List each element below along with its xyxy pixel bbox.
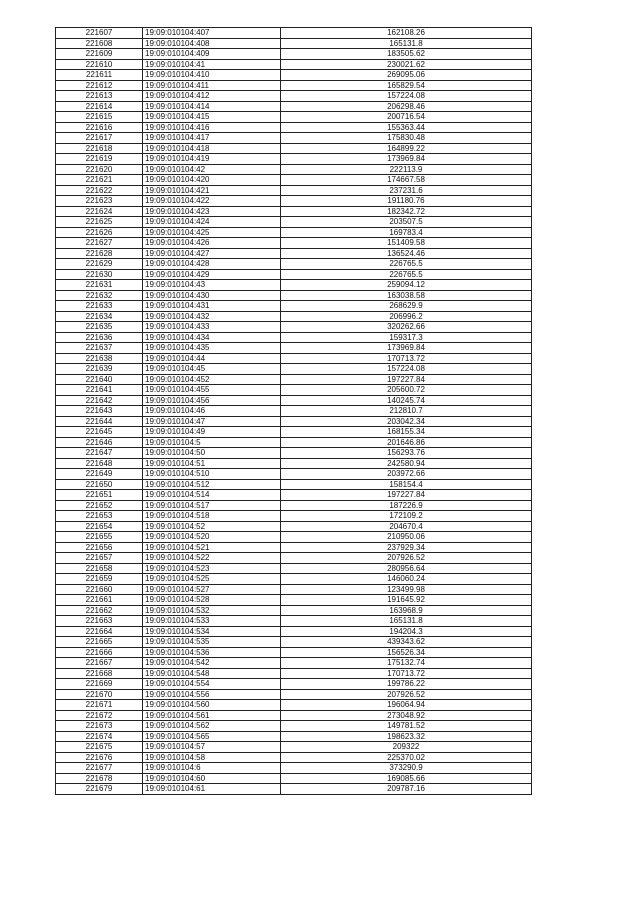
table-row <box>56 784 532 795</box>
table-row <box>56 80 532 91</box>
table-row <box>56 38 532 49</box>
row-number-cell: 221612 <box>56 80 143 91</box>
value-cell: 268629.9 <box>281 301 532 312</box>
cadastral-number-cell: 19:09:010104:427 <box>143 248 281 259</box>
table-body <box>56 28 532 795</box>
row-number-cell: 221677 <box>56 763 143 774</box>
row-number-cell: 221620 <box>56 164 143 175</box>
row-number-cell: 221654 <box>56 521 143 532</box>
table-row <box>56 721 532 732</box>
value-cell: 187226.9 <box>281 500 532 511</box>
table-row <box>56 332 532 343</box>
table-row <box>56 700 532 711</box>
table-row <box>56 416 532 427</box>
cadastral-number-cell: 19:09:010104:421 <box>143 185 281 196</box>
value-cell: 203507.5 <box>281 217 532 228</box>
row-number-cell: 221629 <box>56 259 143 270</box>
value-cell: 165131.8 <box>281 38 532 49</box>
row-number-cell: 221647 <box>56 448 143 459</box>
value-cell: 206996.2 <box>281 311 532 322</box>
row-number-cell: 221609 <box>56 49 143 60</box>
row-number-cell: 221618 <box>56 143 143 154</box>
row-number-cell: 221619 <box>56 154 143 165</box>
table-row <box>56 70 532 81</box>
value-cell: 169783.4 <box>281 227 532 238</box>
value-cell: 280956.64 <box>281 563 532 574</box>
row-number-cell: 221676 <box>56 752 143 763</box>
value-cell: 210950.06 <box>281 532 532 543</box>
row-number-cell: 221643 <box>56 406 143 417</box>
row-number-cell: 221652 <box>56 500 143 511</box>
table-row <box>56 374 532 385</box>
cadastral-number-cell: 19:09:010104:408 <box>143 38 281 49</box>
cadastral-number-cell: 19:09:010104:414 <box>143 101 281 112</box>
row-number-cell: 221668 <box>56 668 143 679</box>
table-row <box>56 280 532 291</box>
table-row <box>56 553 532 564</box>
table-row <box>56 689 532 700</box>
row-number-cell: 221633 <box>56 301 143 312</box>
value-cell: 157224.08 <box>281 91 532 102</box>
value-cell: 164899.22 <box>281 143 532 154</box>
value-cell: 197227.84 <box>281 490 532 501</box>
cadastral-number-cell: 19:09:010104:6 <box>143 763 281 774</box>
cadastral-number-cell: 19:09:010104:528 <box>143 595 281 606</box>
cadastral-number-cell: 19:09:010104:542 <box>143 658 281 669</box>
row-number-cell: 221636 <box>56 332 143 343</box>
cadastral-number-cell: 19:09:010104:554 <box>143 679 281 690</box>
cadastral-number-cell: 19:09:010104:415 <box>143 112 281 123</box>
row-number-cell: 221656 <box>56 542 143 553</box>
row-number-cell: 221626 <box>56 227 143 238</box>
table-row <box>56 227 532 238</box>
cadastral-number-cell: 19:09:010104:429 <box>143 269 281 280</box>
row-number-cell: 221641 <box>56 385 143 396</box>
table-row <box>56 637 532 648</box>
table-row <box>56 259 532 270</box>
cadastral-number-cell: 19:09:010104:432 <box>143 311 281 322</box>
cadastral-number-cell: 19:09:010104:409 <box>143 49 281 60</box>
row-number-cell: 221650 <box>56 479 143 490</box>
value-cell: 209322 <box>281 742 532 753</box>
table-row <box>56 59 532 70</box>
table-row <box>56 364 532 375</box>
value-cell: 165131.8 <box>281 616 532 627</box>
value-cell: 199786.22 <box>281 679 532 690</box>
cadastral-number-cell: 19:09:010104:522 <box>143 553 281 564</box>
value-cell: 194204.3 <box>281 626 532 637</box>
row-number-cell: 221649 <box>56 469 143 480</box>
cadastral-number-cell: 19:09:010104:425 <box>143 227 281 238</box>
cadastral-number-cell: 19:09:010104:416 <box>143 122 281 133</box>
cadastral-number-cell: 19:09:010104:532 <box>143 605 281 616</box>
row-number-cell: 221625 <box>56 217 143 228</box>
row-number-cell: 221675 <box>56 742 143 753</box>
cadastral-number-cell: 19:09:010104:49 <box>143 427 281 438</box>
cadastral-number-cell: 19:09:010104:52 <box>143 521 281 532</box>
table-row <box>56 616 532 627</box>
value-cell: 207926.52 <box>281 689 532 700</box>
table-row <box>56 469 532 480</box>
table-row <box>56 196 532 207</box>
cadastral-number-cell: 19:09:010104:527 <box>143 584 281 595</box>
row-number-cell: 221679 <box>56 784 143 795</box>
row-number-cell: 221667 <box>56 658 143 669</box>
table-row <box>56 542 532 553</box>
table-row <box>56 511 532 522</box>
value-cell: 191180.76 <box>281 196 532 207</box>
value-cell: 201646.86 <box>281 437 532 448</box>
cadastral-number-cell: 19:09:010104:534 <box>143 626 281 637</box>
row-number-cell: 221617 <box>56 133 143 144</box>
row-number-cell: 221642 <box>56 395 143 406</box>
value-cell: 159317.3 <box>281 332 532 343</box>
value-cell: 163038.58 <box>281 290 532 301</box>
value-cell: 175830.48 <box>281 133 532 144</box>
value-cell: 170713.72 <box>281 668 532 679</box>
cadastral-number-cell: 19:09:010104:57 <box>143 742 281 753</box>
cadastral-number-cell: 19:09:010104:556 <box>143 689 281 700</box>
cadastral-number-cell: 19:09:010104:428 <box>143 259 281 270</box>
table-row <box>56 406 532 417</box>
value-cell: 191645.92 <box>281 595 532 606</box>
cadastral-number-cell: 19:09:010104:525 <box>143 574 281 585</box>
table-row <box>56 133 532 144</box>
cadastral-number-cell: 19:09:010104:426 <box>143 238 281 249</box>
cadastral-number-cell: 19:09:010104:535 <box>143 637 281 648</box>
row-number-cell: 221630 <box>56 269 143 280</box>
row-number-cell: 221628 <box>56 248 143 259</box>
value-cell: 162108.26 <box>281 28 532 39</box>
cadastral-number-cell: 19:09:010104:433 <box>143 322 281 333</box>
value-cell: 140245.74 <box>281 395 532 406</box>
table-row <box>56 742 532 753</box>
row-number-cell: 221639 <box>56 364 143 375</box>
row-number-cell: 221621 <box>56 175 143 186</box>
value-cell: 173969.84 <box>281 154 532 165</box>
row-number-cell: 221627 <box>56 238 143 249</box>
table-row <box>56 353 532 364</box>
table-row <box>56 185 532 196</box>
value-cell: 373290.9 <box>281 763 532 774</box>
row-number-cell: 221607 <box>56 28 143 39</box>
row-number-cell: 221646 <box>56 437 143 448</box>
table-row <box>56 385 532 396</box>
row-number-cell: 221644 <box>56 416 143 427</box>
row-number-cell: 221632 <box>56 290 143 301</box>
table-row <box>56 626 532 637</box>
cadastral-number-cell: 19:09:010104:517 <box>143 500 281 511</box>
value-cell: 237231.6 <box>281 185 532 196</box>
cadastral-number-cell: 19:09:010104:521 <box>143 542 281 553</box>
table-row <box>56 217 532 228</box>
value-cell: 207926.52 <box>281 553 532 564</box>
row-number-cell: 221672 <box>56 710 143 721</box>
cadastral-number-cell: 19:09:010104:455 <box>143 385 281 396</box>
table-row <box>56 395 532 406</box>
value-cell: 212810.7 <box>281 406 532 417</box>
row-number-cell: 221645 <box>56 427 143 438</box>
cadastral-number-cell: 19:09:010104:42 <box>143 164 281 175</box>
table-row <box>56 164 532 175</box>
cadastral-number-cell: 19:09:010104:435 <box>143 343 281 354</box>
table-row <box>56 448 532 459</box>
value-cell: 158154.4 <box>281 479 532 490</box>
row-number-cell: 221653 <box>56 511 143 522</box>
value-cell: 172109.2 <box>281 511 532 522</box>
row-number-cell: 221655 <box>56 532 143 543</box>
table-row <box>56 658 532 669</box>
cadastral-number-cell: 19:09:010104:43 <box>143 280 281 291</box>
cadastral-number-cell: 19:09:010104:5 <box>143 437 281 448</box>
table-row <box>56 437 532 448</box>
cadastral-number-cell: 19:09:010104:518 <box>143 511 281 522</box>
value-cell: 156526.34 <box>281 647 532 658</box>
table-row <box>56 175 532 186</box>
table-row <box>56 248 532 259</box>
cadastral-number-cell: 19:09:010104:420 <box>143 175 281 186</box>
cadastral-number-cell: 19:09:010104:523 <box>143 563 281 574</box>
table-row <box>56 206 532 217</box>
table-row <box>56 605 532 616</box>
cadastral-number-cell: 19:09:010104:533 <box>143 616 281 627</box>
value-cell: 273048.92 <box>281 710 532 721</box>
row-number-cell: 221611 <box>56 70 143 81</box>
row-number-cell: 221664 <box>56 626 143 637</box>
cadastral-number-cell: 19:09:010104:422 <box>143 196 281 207</box>
value-cell: 182342.72 <box>281 206 532 217</box>
value-cell: 165829.54 <box>281 80 532 91</box>
cadastral-number-cell: 19:09:010104:514 <box>143 490 281 501</box>
value-cell: 174667.58 <box>281 175 532 186</box>
value-cell: 155363.44 <box>281 122 532 133</box>
value-cell: 168155.34 <box>281 427 532 438</box>
table-row <box>56 28 532 39</box>
table-row <box>56 112 532 123</box>
table-row <box>56 574 532 585</box>
value-cell: 237929.34 <box>281 542 532 553</box>
value-cell: 203972.66 <box>281 469 532 480</box>
value-cell: 123499.98 <box>281 584 532 595</box>
value-cell: 205600.72 <box>281 385 532 396</box>
table-row <box>56 269 532 280</box>
table-row <box>56 427 532 438</box>
value-cell: 136524.46 <box>281 248 532 259</box>
table-row <box>56 143 532 154</box>
cadastral-number-cell: 19:09:010104:417 <box>143 133 281 144</box>
row-number-cell: 221634 <box>56 311 143 322</box>
row-number-cell: 221624 <box>56 206 143 217</box>
row-number-cell: 221640 <box>56 374 143 385</box>
cadastral-number-cell: 19:09:010104:47 <box>143 416 281 427</box>
value-cell: 206298.46 <box>281 101 532 112</box>
value-cell: 209787.16 <box>281 784 532 795</box>
row-number-cell: 221666 <box>56 647 143 658</box>
row-number-cell: 221623 <box>56 196 143 207</box>
cadastral-number-cell: 19:09:010104:418 <box>143 143 281 154</box>
cadastral-number-cell: 19:09:010104:412 <box>143 91 281 102</box>
row-number-cell: 221663 <box>56 616 143 627</box>
row-number-cell: 221651 <box>56 490 143 501</box>
table-row <box>56 532 532 543</box>
row-number-cell: 221622 <box>56 185 143 196</box>
value-cell: 146060.24 <box>281 574 532 585</box>
row-number-cell: 221670 <box>56 689 143 700</box>
table-row <box>56 101 532 112</box>
table-row <box>56 479 532 490</box>
row-number-cell: 221658 <box>56 563 143 574</box>
table-row <box>56 343 532 354</box>
cadastral-number-cell: 19:09:010104:41 <box>143 59 281 70</box>
table-row <box>56 710 532 721</box>
value-cell: 320262.66 <box>281 322 532 333</box>
cadastral-number-cell: 19:09:010104:510 <box>143 469 281 480</box>
table-row <box>56 563 532 574</box>
value-cell: 200716.54 <box>281 112 532 123</box>
table-row <box>56 311 532 322</box>
table-row <box>56 668 532 679</box>
table-row <box>56 731 532 742</box>
value-cell: 259094.12 <box>281 280 532 291</box>
cadastral-number-cell: 19:09:010104:548 <box>143 668 281 679</box>
value-cell: 203042.34 <box>281 416 532 427</box>
data-table <box>55 27 532 795</box>
row-number-cell: 221674 <box>56 731 143 742</box>
table-row <box>56 647 532 658</box>
cadastral-number-cell: 19:09:010104:456 <box>143 395 281 406</box>
row-number-cell: 221671 <box>56 700 143 711</box>
cadastral-number-cell: 19:09:010104:51 <box>143 458 281 469</box>
row-number-cell: 221669 <box>56 679 143 690</box>
cadastral-number-cell: 19:09:010104:431 <box>143 301 281 312</box>
cadastral-number-cell: 19:09:010104:434 <box>143 332 281 343</box>
cadastral-number-cell: 19:09:010104:61 <box>143 784 281 795</box>
table-row <box>56 500 532 511</box>
table-row <box>56 322 532 333</box>
table-row <box>56 290 532 301</box>
table-row <box>56 521 532 532</box>
table-row <box>56 301 532 312</box>
row-number-cell: 221662 <box>56 605 143 616</box>
row-number-cell: 221673 <box>56 721 143 732</box>
cadastral-number-cell: 19:09:010104:520 <box>143 532 281 543</box>
value-cell: 151409.58 <box>281 238 532 249</box>
cadastral-number-cell: 19:09:010104:58 <box>143 752 281 763</box>
table-row <box>56 763 532 774</box>
row-number-cell: 221616 <box>56 122 143 133</box>
row-number-cell: 221660 <box>56 584 143 595</box>
cadastral-number-cell: 19:09:010104:60 <box>143 773 281 784</box>
cadastral-number-cell: 19:09:010104:45 <box>143 364 281 375</box>
cadastral-number-cell: 19:09:010104:424 <box>143 217 281 228</box>
cadastral-number-cell: 19:09:010104:411 <box>143 80 281 91</box>
table-row <box>56 752 532 763</box>
row-number-cell: 221635 <box>56 322 143 333</box>
cadastral-number-cell: 19:09:010104:407 <box>143 28 281 39</box>
cadastral-number-cell: 19:09:010104:419 <box>143 154 281 165</box>
row-number-cell: 221613 <box>56 91 143 102</box>
table-row <box>56 458 532 469</box>
cadastral-number-cell: 19:09:010104:410 <box>143 70 281 81</box>
cadastral-number-cell: 19:09:010104:452 <box>143 374 281 385</box>
row-number-cell: 221648 <box>56 458 143 469</box>
value-cell: 230021.62 <box>281 59 532 70</box>
cadastral-number-cell: 19:09:010104:430 <box>143 290 281 301</box>
table-row <box>56 238 532 249</box>
row-number-cell: 221631 <box>56 280 143 291</box>
value-cell: 157224.08 <box>281 364 532 375</box>
row-number-cell: 221637 <box>56 343 143 354</box>
value-cell: 169085.66 <box>281 773 532 784</box>
row-number-cell: 221661 <box>56 595 143 606</box>
value-cell: 222113.9 <box>281 164 532 175</box>
table-row <box>56 91 532 102</box>
value-cell: 173969.84 <box>281 343 532 354</box>
cadastral-number-cell: 19:09:010104:562 <box>143 721 281 732</box>
cadastral-number-cell: 19:09:010104:536 <box>143 647 281 658</box>
row-number-cell: 221614 <box>56 101 143 112</box>
value-cell: 439343.62 <box>281 637 532 648</box>
row-number-cell: 221665 <box>56 637 143 648</box>
value-cell: 196064.94 <box>281 700 532 711</box>
value-cell: 170713.72 <box>281 353 532 364</box>
row-number-cell: 221610 <box>56 59 143 70</box>
row-number-cell: 221659 <box>56 574 143 585</box>
row-number-cell: 221638 <box>56 353 143 364</box>
table-row <box>56 490 532 501</box>
value-cell: 175132.74 <box>281 658 532 669</box>
row-number-cell: 221657 <box>56 553 143 564</box>
value-cell: 197227.84 <box>281 374 532 385</box>
cadastral-number-cell: 19:09:010104:565 <box>143 731 281 742</box>
table-row <box>56 49 532 60</box>
cadastral-number-cell: 19:09:010104:512 <box>143 479 281 490</box>
value-cell: 163968.9 <box>281 605 532 616</box>
value-cell: 183505.62 <box>281 49 532 60</box>
table-row <box>56 122 532 133</box>
row-number-cell: 221678 <box>56 773 143 784</box>
value-cell: 226765.5 <box>281 269 532 280</box>
value-cell: 242580.94 <box>281 458 532 469</box>
table-row <box>56 584 532 595</box>
row-number-cell: 221608 <box>56 38 143 49</box>
value-cell: 269095.06 <box>281 70 532 81</box>
value-cell: 198623.32 <box>281 731 532 742</box>
table-row <box>56 679 532 690</box>
cadastral-number-cell: 19:09:010104:46 <box>143 406 281 417</box>
cadastral-number-cell: 19:09:010104:44 <box>143 353 281 364</box>
row-number-cell: 221615 <box>56 112 143 123</box>
cadastral-number-cell: 19:09:010104:423 <box>143 206 281 217</box>
cadastral-number-cell: 19:09:010104:561 <box>143 710 281 721</box>
cadastral-number-cell: 19:09:010104:560 <box>143 700 281 711</box>
table-row <box>56 595 532 606</box>
value-cell: 156293.76 <box>281 448 532 459</box>
value-cell: 149781.52 <box>281 721 532 732</box>
table-row <box>56 773 532 784</box>
value-cell: 204670.4 <box>281 521 532 532</box>
value-cell: 225370.02 <box>281 752 532 763</box>
table-row <box>56 154 532 165</box>
value-cell: 226765.5 <box>281 259 532 270</box>
cadastral-number-cell: 19:09:010104:50 <box>143 448 281 459</box>
